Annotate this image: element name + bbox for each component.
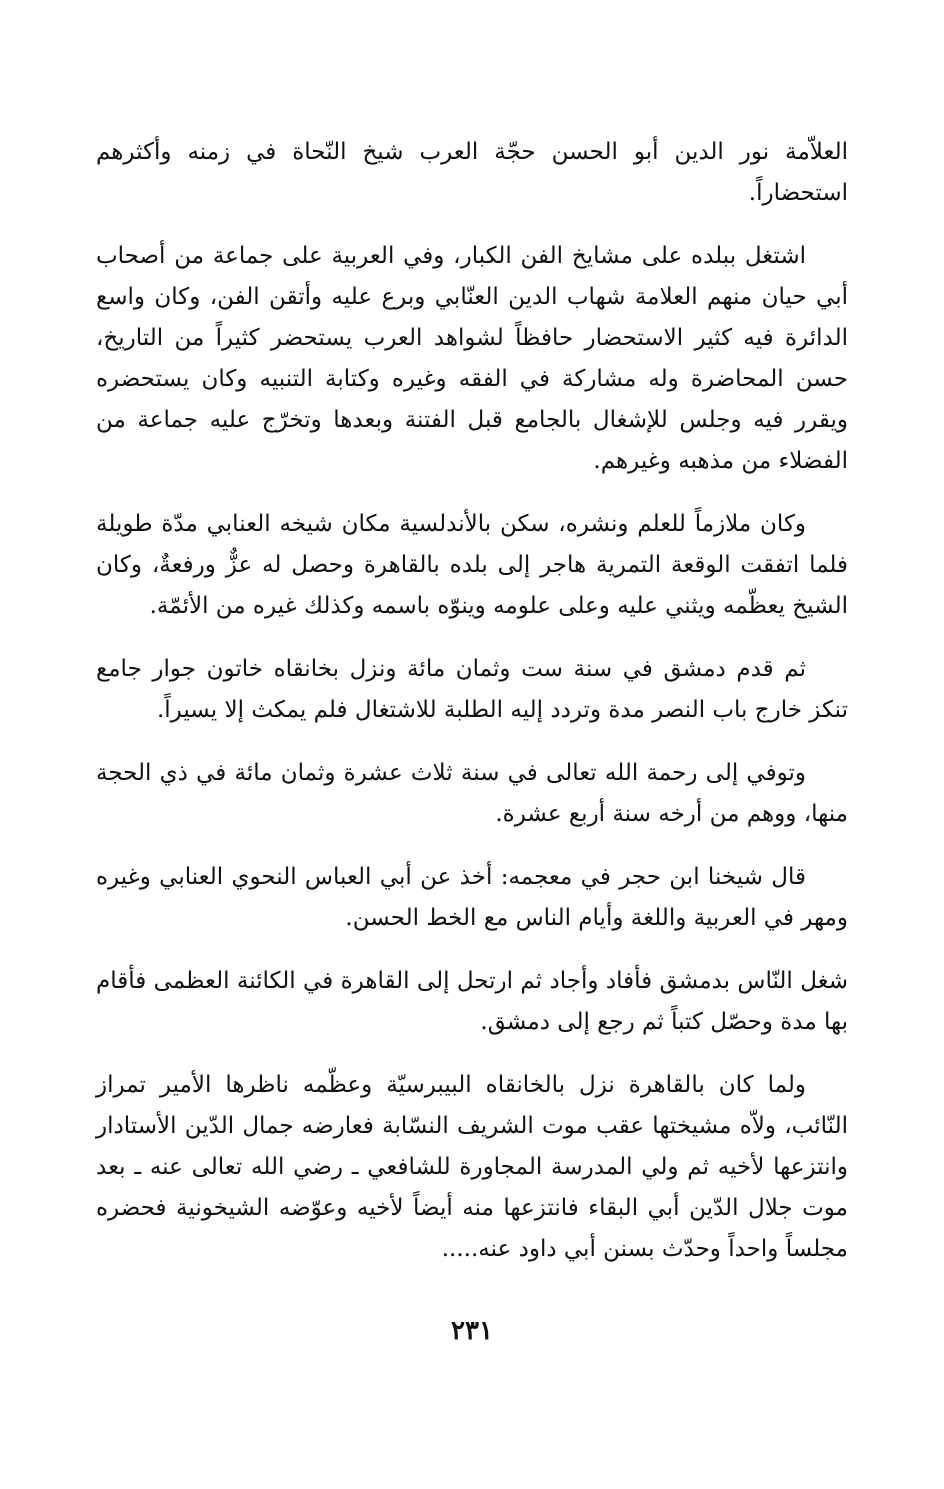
- paragraph-5: وتوفي إلى رحمة الله تعالى في سنة ثلاث عشرة وثمان مائة في ذي الحجة منها، ووهم من أرخه سنة أربع عشرة.: [96, 760, 848, 827]
- page-number: ٢٣١: [451, 1316, 493, 1346]
- paragraph-6: قال شيخنا ابن حجر في معجمه: أخذ عن أبي العباس النحوي العنابي وغيره ومهر في العربية واللغة وأيام الناس مع الخط الحسن.: [96, 864, 848, 931]
- paragraph-3: وكان ملازماً للعلم ونشره، سكن بالأندلسية مكان شيخه العنابي مدّة طويلة فلما اتفقت الوقعة التمرية هاجر إلى بلده بالقاهرة وحصل له عزٌّ ورفعةٌ، وكان الشيخ يعظّمه ويثني عليه وعلى علومه وينوّه باسمه وكذلك غيره من الأئمّة.: [96, 511, 848, 619]
- paragraph-8: ولما كان بالقاهرة نزل بالخانقاه البيبرسيّة وعظّمه ناظرها الأمير تمراز النّائب، ولاّه مشيختها عقب موت الشريف النسّابة فعارضه جمال الدّين الأستادار وانتزعها لأخيه ثم ولي المدرسة المجاورة للشافعي ـ رضي الله تعالى عنه ـ بعد موت جلال الدّين أبي البقاء فانتزعها منه أيضاً لأخيه وعوّضه الشيخونية فحضره مجلساً واحداً وحدّث بسنن أبي داود عنه.....: [96, 1072, 848, 1262]
- paragraph-7: شغل النّاس بدمشق فأفاد وأجاد ثم ارتحل إلى القاهرة في الكائنة العظمى فأقام بها مدة وحصّل كتباً ثم رجع إلى دمشق.: [96, 968, 848, 1035]
- page-body: [96, 132, 848, 1292]
- paragraph-1: العلاّمة نور الدين أبو الحسن حجّة العرب شيخ النّحاة في زمنه وأكثرهم استحضاراً.: [96, 139, 848, 206]
- paragraph-4: ثم قدم دمشق في سنة ست وثمان مائة ونزل بخانقاه خاتون جوار جامع تنكز خارج باب النصر مدة وتردد إليه الطلبة للاشتغال فلم يمكث إلا يسيراً.: [96, 656, 848, 723]
- paragraph-2: اشتغل ببلده على مشايخ الفن الكبار، وفي العربية على جماعة من أصحاب أبي حيان منهم العلامة شهاب الدين العنّابي وبرع عليه وأتقن الفن، وكان واسع الدائرة فيه كثير الاستحضار حافظاً لشواهد العرب يستحضر كثيراً من التاريخ، حسن المحاضرة وله مشاركة في الفقه وغيره وكتابة التنبيه وكان يستحضره ويقرر فيه وجلس للإشغال بالجامع قبل الفتنة وبعدها وتخرّج عليه جماعة من الفضلاء من مذهبه وغيرهم.: [96, 243, 848, 474]
